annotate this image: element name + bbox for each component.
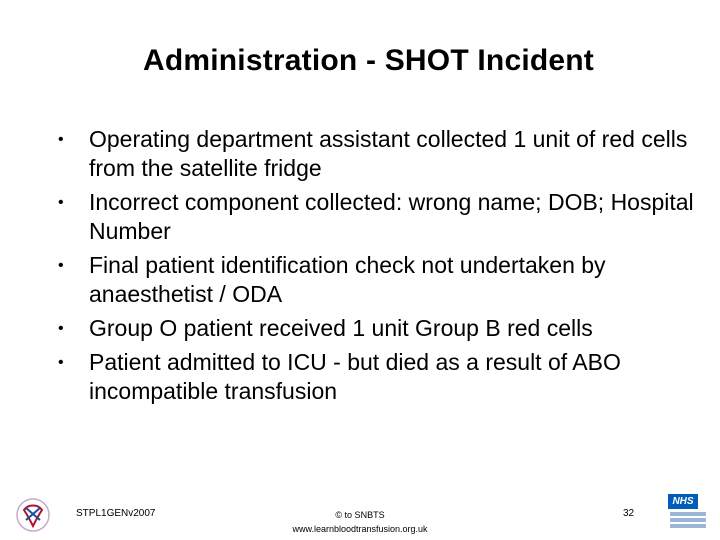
bullet-icon: • [58, 257, 64, 274]
bullet-icon: • [58, 320, 64, 337]
nhs-label: NHS [668, 494, 698, 509]
bullet-text: Operating department assistant collected 1 unit of red cells from the satellite fridge [89, 126, 688, 181]
bullet-text: Patient admitted to ICU - but died as a result of ABO incompatible transfusion [89, 349, 621, 404]
footer-website[interactable]: www.learnbloodtransfusion.org.uk [292, 524, 428, 534]
bullet-icon: • [58, 194, 64, 211]
footer-code: STPL1GENv2007 [76, 508, 156, 519]
bullet-list [58, 125, 708, 411]
blood-transfusion-logo-icon [14, 496, 52, 534]
footer-credits [260, 508, 460, 536]
footer-copyright: © to SNBTS [335, 510, 385, 520]
slide-title: Administration - SHOT Incident [142, 44, 594, 77]
bullet-item [58, 314, 708, 343]
nhs-wordmark-lines [670, 512, 706, 530]
bullet-icon: • [58, 354, 64, 371]
bullet-text: Incorrect component collected: wrong name; DOB; Hospital Number [89, 189, 694, 244]
bullet-icon: • [58, 131, 64, 148]
nhs-logo-icon [668, 494, 708, 536]
bullet-text: Final patient identification check not undertaken by anaesthetist / ODA [89, 252, 606, 307]
bullet-text: Group O patient received 1 unit Group B red cells [89, 315, 593, 341]
bullet-item [58, 188, 708, 246]
page-number: 32 [623, 508, 635, 519]
bullet-item [58, 125, 708, 183]
bullet-item [58, 251, 708, 309]
bullet-item [58, 348, 708, 406]
